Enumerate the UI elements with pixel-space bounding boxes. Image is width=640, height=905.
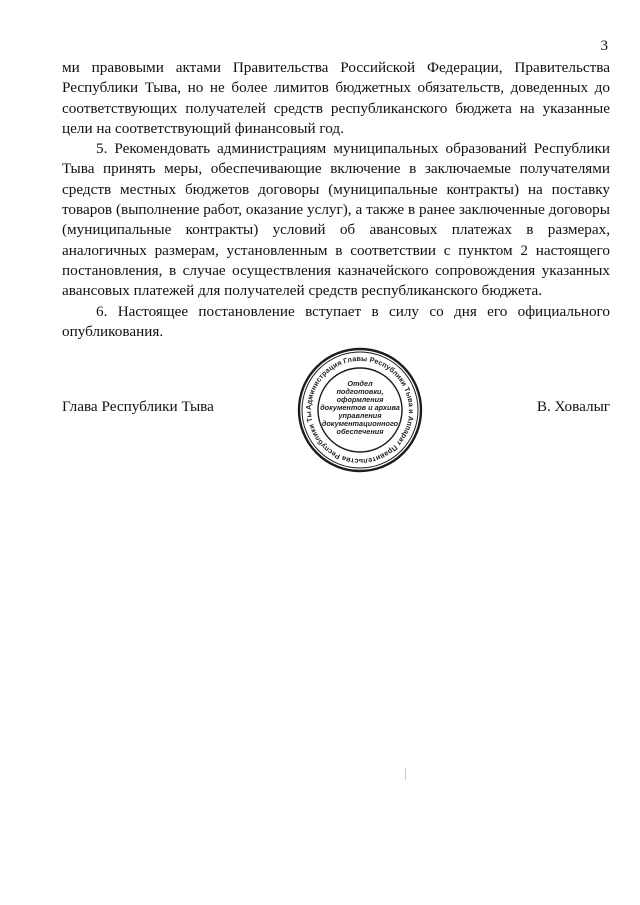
stamp-line: управления <box>338 411 382 420</box>
stamp-line: документов и архива <box>320 403 400 412</box>
page-number: 3 <box>600 38 608 54</box>
official-stamp <box>296 346 424 474</box>
paragraph-continuation: ми правовыми актами Правительства Российской Федерации, Правительства Республики Тыва, но не более лимитов бюджетных обязательств, доведенных до соответствующих получателей средств республиканского бюджета на указанные цели на соответствующий финансовый год. <box>62 59 610 137</box>
document-body <box>62 58 610 342</box>
signatory-position: Глава Республики Тыва <box>62 398 214 415</box>
paragraph-item-5: 5. Рекомендовать администрациям муниципальных образований Республики Тыва принять меры, обеспечивающие включение в заключаемые получателями средств местных бюджетов договоры (муниципальные контракты) на поставку товаров (выполнение работ, оказание услуг), а также в ранее заключенные договоры (муниципальные контракты) условий об авансовых платежах в размерах, аналогичных размерам, установленным в соответствии с пунктом 2 настоящего постановления, в случае осуществления казначейского сопровождения указанных авансовых платежей для получателей средств республиканского бюджета. <box>62 140 610 300</box>
stamp-line: оформления <box>336 395 384 404</box>
scan-artifact <box>405 768 406 780</box>
stamp-ring-text: Администрация Главы Республики Тыва и Аппарат Правительства Республики Ты <box>303 353 417 467</box>
stamp-line: подготовки, <box>336 387 384 396</box>
signatory-name: В. Ховалыг <box>536 398 610 415</box>
stamp-line: обеспечения <box>336 427 384 436</box>
paragraph-item-6: 6. Настоящее постановление вступает в силу со дня его официального опубликования. <box>62 302 610 340</box>
stamp-seal-icon <box>296 346 424 474</box>
stamp-line: документационного <box>321 419 399 428</box>
stamp-line: Отдел <box>347 379 373 388</box>
